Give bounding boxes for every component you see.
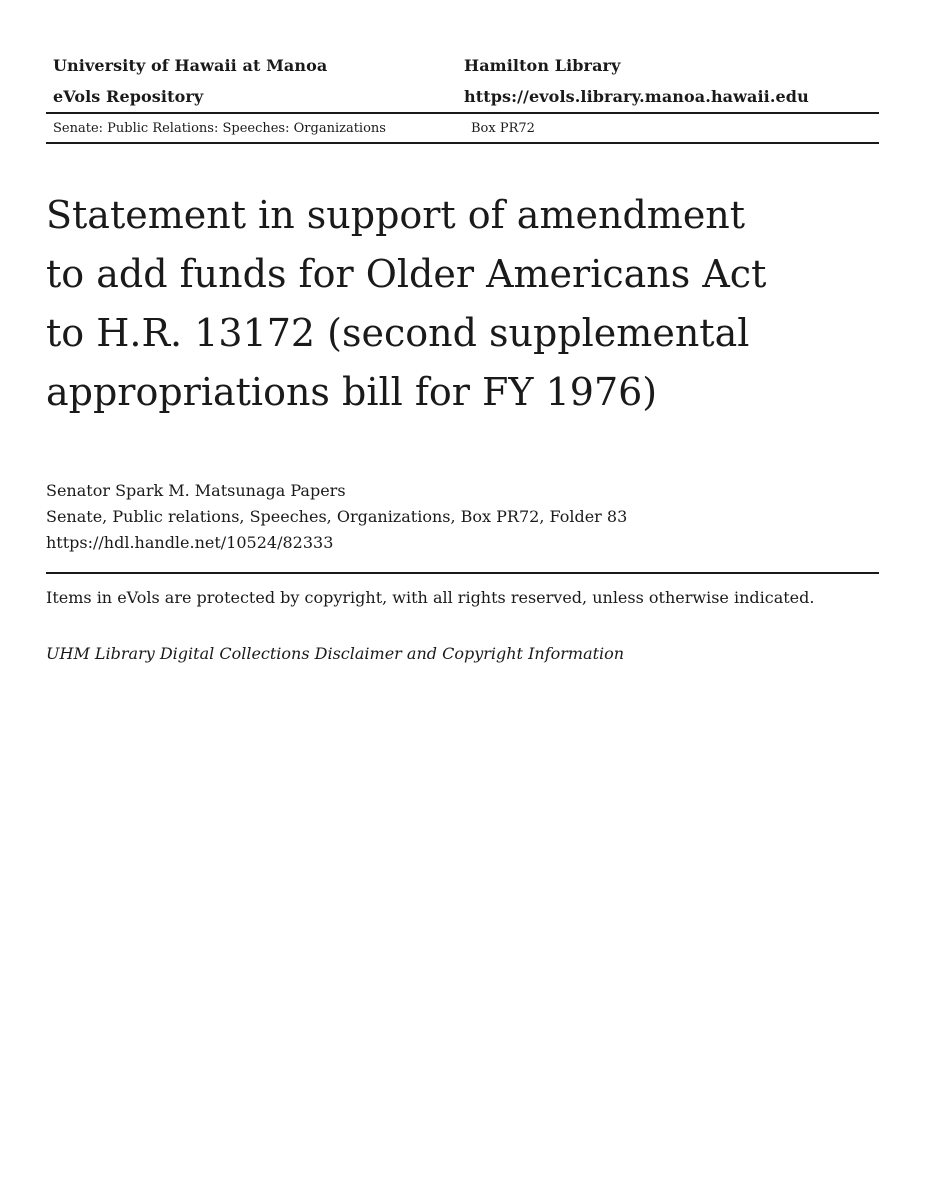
title-line: to H.R. 13172 (second supplemental	[46, 311, 750, 355]
header-row-1	[46, 50, 879, 81]
rights-statement: Items in eVols are protected by copyright, with all rights reserved, unless otherwise indicated.	[46, 588, 815, 607]
disclaimer-link[interactable]: UHM Library Digital Collections Disclaimer and Copyright Information	[46, 644, 625, 663]
header-divider-bottom	[46, 142, 879, 144]
box-label: Box PR72	[471, 120, 535, 136]
metadata-divider	[46, 572, 879, 574]
repository-url[interactable]: https://evols.library.manoa.hawaii.edu	[464, 87, 809, 106]
collection-path: Senate: Public Relations: Speeches: Organizations	[53, 120, 386, 136]
document-metadata	[46, 478, 627, 556]
repository-name: eVols Repository	[53, 87, 204, 106]
collection-name: Senator Spark M. Matsunaga Papers	[46, 481, 346, 500]
folder-location: Senate, Public relations, Speeches, Organizations, Box PR72, Folder 83	[46, 507, 628, 526]
document-header	[46, 50, 879, 144]
title-line: appropriations bill for FY 1976)	[46, 370, 658, 414]
handle-link[interactable]: https://hdl.handle.net/10524/82333	[46, 533, 334, 552]
title-line: to add funds for Older Americans Act	[46, 252, 767, 296]
institution-name: University of Hawaii at Manoa	[53, 56, 328, 75]
header-row-2	[46, 81, 879, 112]
title-line: Statement in support of amendment	[46, 193, 746, 237]
library-name: Hamilton Library	[464, 56, 621, 75]
document-title	[46, 186, 806, 422]
header-row-3	[46, 114, 879, 142]
